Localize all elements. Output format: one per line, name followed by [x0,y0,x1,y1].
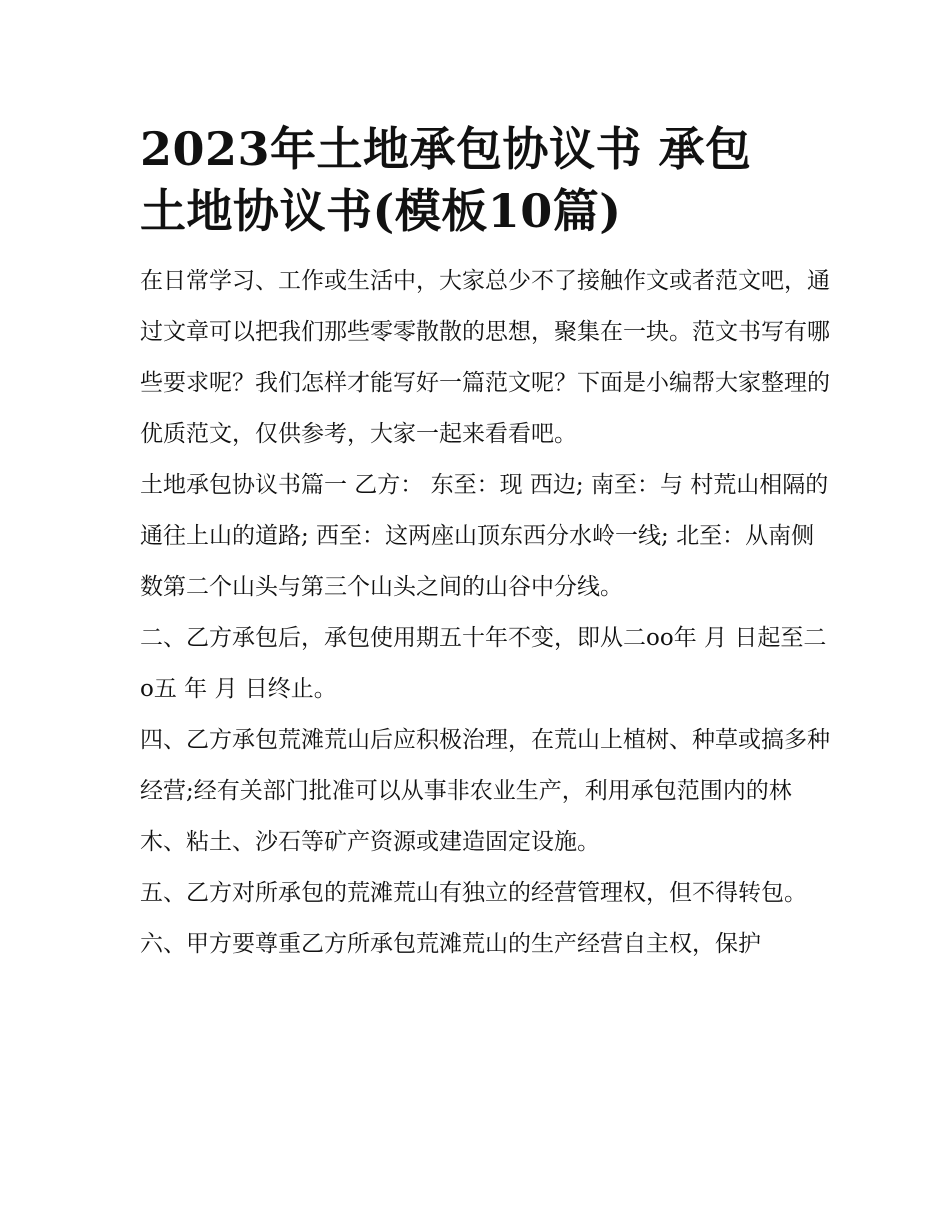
document-title [140,118,830,242]
document-body [140,118,830,970]
paragraph-clause-six: 六、甲方要尊重乙方所承包荒滩荒山的生产经营自主权，保护 [140,931,761,957]
paragraph-clause-five: 五、乙方对所承包的荒滩荒山有独立的经营管理权，但不得转包。 [140,880,807,906]
title-line-1: 2023年土地承包协议书 承包 [140,122,752,176]
title-line-2: 土地协议书(模板10篇) [140,184,622,238]
paragraph-clause-four: 四、乙方承包荒滩荒山后应积极治理，在荒山上植树、种草或搞多种经营;经有关部门批准可以从事非农业生产，利用承包范围内的林木、粘土、沙石等矿产资源或建造固定设施。 [140,727,830,855]
paragraph-boundaries: 土地承包协议书篇一 乙方： 东至：现 西边; 南至：与 村荒山相隔的通往上山的道路; 西至：这两座山顶东西分水岭一线; 北至：从南侧数第二个山头与第三个山头之间的山谷中分线。 [140,472,829,600]
paragraph-term: 二、乙方承包后，承包使用期五十年不变，即从二oo年 月 日起至二o五 年 月 日终止。 [140,625,827,702]
intro-paragraph: 在日常学习、工作或生活中，大家总少不了接触作文或者范文吧，通过文章可以把我们那些零零散散的思想，聚集在一块。范文书写有哪些要求呢？我们怎样才能写好一篇范文呢？下面是小编帮大家整理的优质范文，仅供参考，大家一起来看看吧。 [140,268,830,447]
